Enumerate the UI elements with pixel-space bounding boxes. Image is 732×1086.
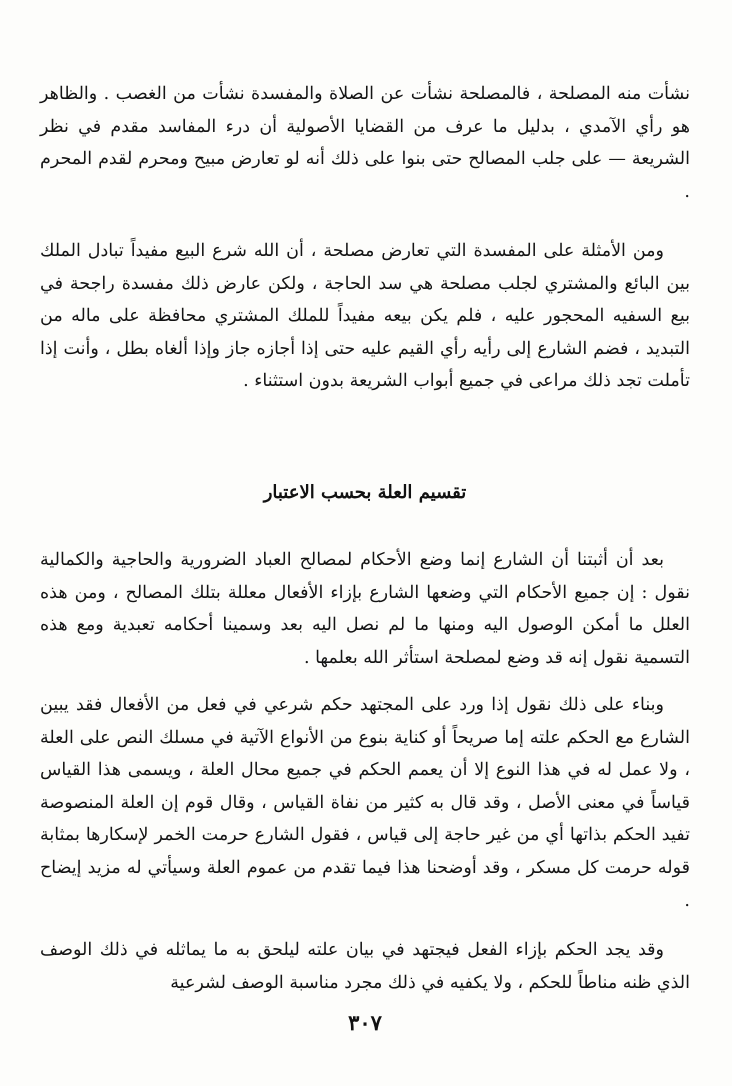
paragraph-text: وبناء على ذلك نقول إذا ورد على المجتهد حكم شرعي في فعل من الأفعال فقد يبين الشارع مع الحكم علته إما صريحاً أو كناية بنوع من الأنواع الآتية في مسلك النص على العلة ، ولا عمل له في هذا النوع إلا أن يعمم الحكم في جميع محال العلة ، ويسمى هذا القياس قياساً في معنى الأصل ، وقد قال به كثير من نفاة القياس ، وقال قوم إن العلة المنصوصة تفيد الحكم بذاتها أي من غير حاجة إلى قياس ، فقول الشارع حرمت الخمر لإسكارها بمثابة قوله حرمت كل مسكر ، وقد أوضحنا هذا فيما تقدم من عموم العلة وسيأتي له مزيد إيضاح .: [40, 695, 690, 911]
paragraph-text: بعد أن أثبتنا أن الشارع إنما وضع الأحكام لمصالح العباد الضرورية والحاجية والكمالية نقول : إن جميع الأحكام التي وضعها الشارع بإزاء الأفعال معللة بتلك المصالح ، ومن هذه العلل ما أمكن الوصول اليه ومنها ما لم نصل اليه بعد وسمينا أحكامه تعبدية ومع هذه التسمية نقول إنه قد وضع لمصلحة استأثر الله بعلمها .: [40, 550, 690, 668]
paragraph-text: وقد يجد الحكم بإزاء الفعل فيجتهد في بيان علته ليلحق به ما يماثله في ذلك الوصف الذي ظنه مناطاً للحكم ، ولا يكفيه في ذلك مجرد مناسبة الوصف لشرعية: [40, 940, 690, 993]
paragraph-example-sale: [40, 235, 690, 398]
paragraph-text: نشأت منه المصلحة ، فالمصلحة نشأت عن الصلاة والمفسدة نشأت من الغصب . والظاهر هو رأي الآمدي ، بدليل ما عرف من القضايا الأصولية أن درء المفاسد مقدم في نظر الشريعة — على جلب المصالح حتى بنوا على ذلك أنه لو تعارض مبيح ومحرم لقدم المحرم .: [40, 84, 690, 202]
page-number: ٣٠٧: [348, 1010, 382, 1035]
paragraph-ijtihad-cause: [40, 934, 690, 999]
paragraph-continuation: [40, 78, 690, 208]
paragraph-text: ومن الأمثلة على المفسدة التي تعارض مصلحة ، أن الله شرع البيع مفيداً تبادل الملك بين البائع والمشتري لجلب مصلحة هي سد الحاجة ، ولكن عارض ذلك مفسدة راجحة في بيع السفيه المحجور عليه ، فلم يكن بيعه مفيداً للملك المشتري محافظة على ماله من التبديد ، فضم الشارع إلى رأيه رأي القيم عليه حتى إذا أجازه جاز وإذا ألغاه بطل ، وأنت إذا تأملت تجد ذلك مراعى في جميع أبواب الشريعة بدون استثناء .: [40, 241, 690, 392]
paragraph-mujtahid: [40, 689, 690, 917]
section-heading: تقسيم العلة بحسب الاعتبار: [263, 482, 467, 503]
paragraph-rulings-intro: [40, 544, 690, 674]
